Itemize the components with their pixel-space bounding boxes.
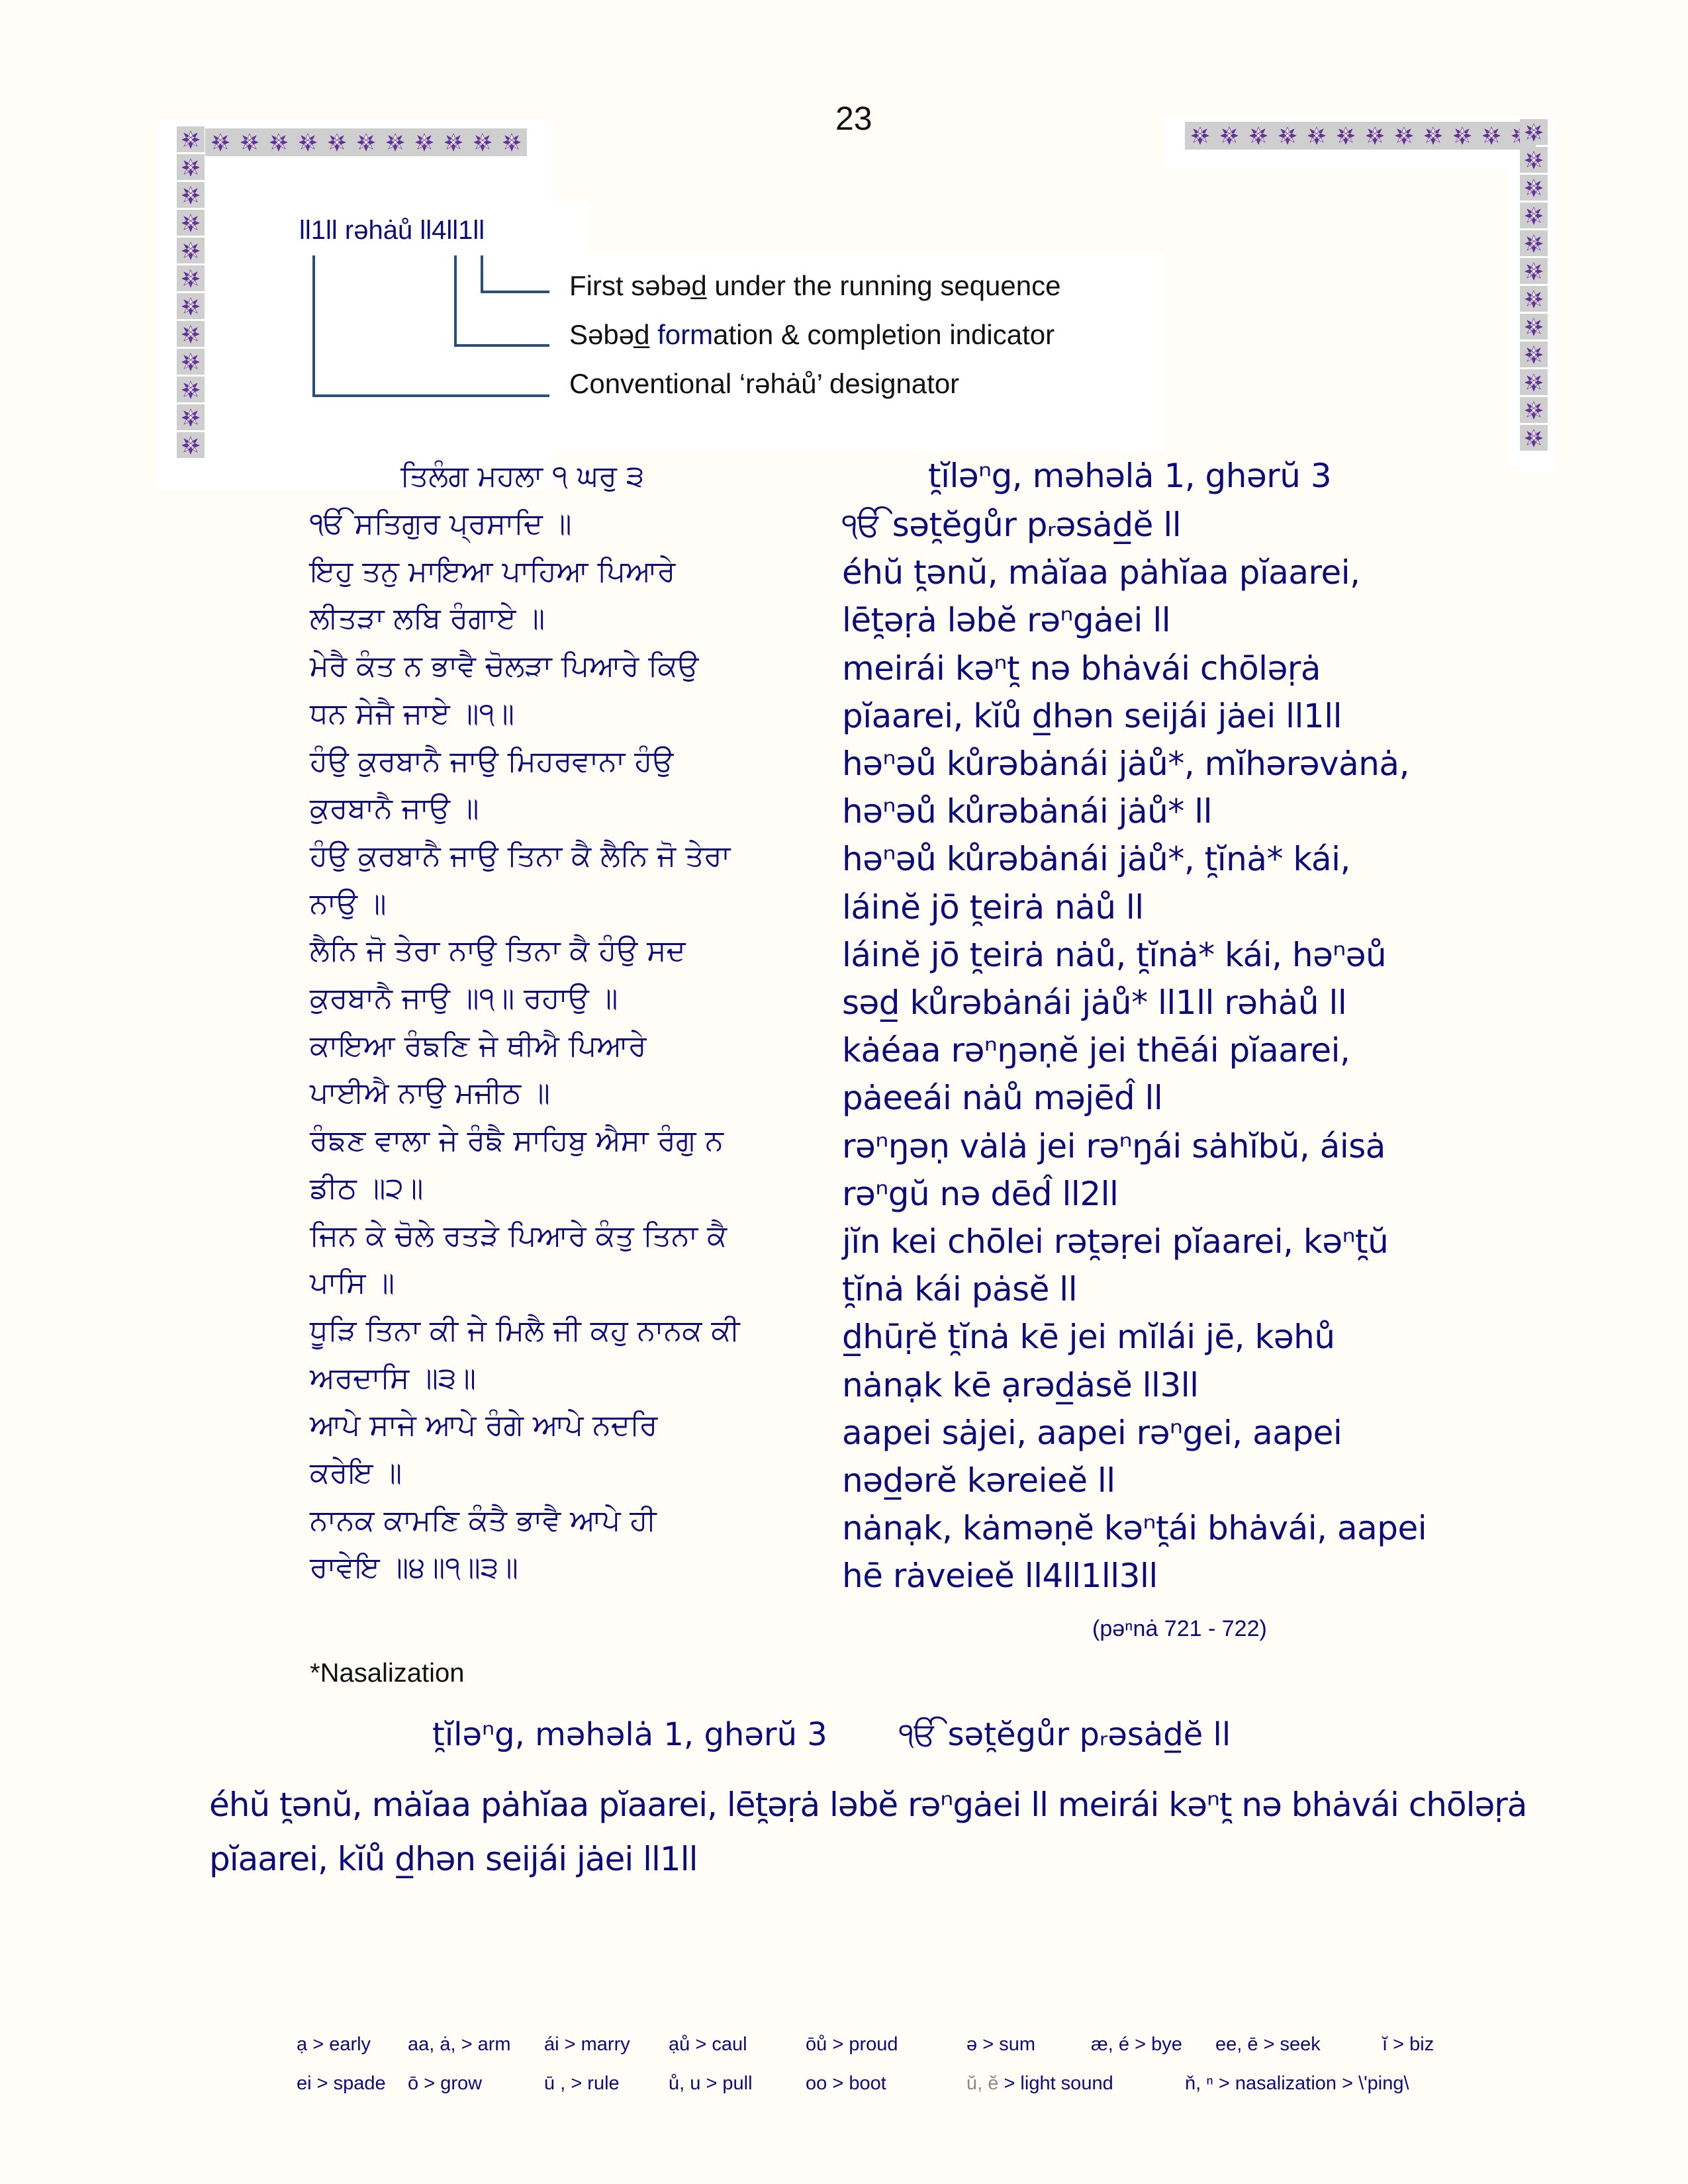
gurmukhi-line: ਰੰਙਣ ਵਾਲਾ ਜੇ ਰੰਙੈ ਸਾਹਿਬੁ ਐਸਾ ਰੰਗੁ ਨ	[310, 1124, 724, 1158]
legend-text-highlight: form	[657, 319, 714, 350]
key-example: > marry	[564, 2034, 630, 2055]
flower-icon	[499, 131, 524, 154]
pronunciation-key-item	[806, 2073, 886, 2095]
key-symbol: ei	[297, 2073, 312, 2094]
gurmukhi-line: ਡੀਠ ॥੨॥	[310, 1171, 424, 1205]
transliteration-title: t̯ĭləⁿg, məhəlȧ 1, ghərŭ 3	[928, 457, 1332, 495]
summary-line-2: pĭaarei, kĭů d̲hən seijái jȧei ll1ll	[209, 1840, 698, 1878]
key-symbol: ū ,	[544, 2073, 566, 2094]
gurmukhi-line: ਪਾਸਿ ॥	[310, 1266, 395, 1300]
flower-icon	[1520, 369, 1548, 395]
flower-icon	[1520, 147, 1548, 173]
flower-icon	[441, 131, 466, 154]
key-example: > grow	[424, 2073, 483, 2094]
key-symbol: oo	[806, 2073, 827, 2094]
flower-icon	[237, 131, 262, 154]
pronunciation-key-item	[669, 2034, 747, 2056]
pronunciation-key-item	[966, 2073, 1113, 2095]
transliteration-line: lēt̯əṛȧ ləbĕ rəⁿgȧei ll	[842, 601, 1171, 640]
legend-first-sabad	[569, 270, 1061, 302]
gurmukhi-line: ਲੈਨਿ ਜੋ ਤੇਰਾ ਨਾਉ ਤਿਨਾ ਕੈ ਹੰਉ ਸਦ	[310, 934, 686, 968]
transliteration-line: jĭn kei chōlei rət̯əṛei pĭaarei, kəⁿt̯ŭ	[842, 1222, 1389, 1261]
flower-icon	[1362, 124, 1387, 147]
key-example: > caul	[695, 2034, 747, 2055]
flower-icon	[1304, 124, 1329, 147]
flower-icon	[177, 210, 205, 236]
transliteration-line: həⁿəů kůrəbȧnái jȧů*, mĭhərəvȧnȧ,	[842, 745, 1409, 783]
pronunciation-key-item	[297, 2034, 371, 2056]
transliteration-line: d̲hūṛĕ t̯ĭnȧ kē jei mĭlái jē, kəhů	[842, 1318, 1335, 1357]
gurmukhi-line: ਹੰਉ ਕੁਰਬਾਨੈ ਜਾਉ ਮਿਹਰਵਾਨਾ ਹੰਉ	[310, 744, 674, 778]
flower-icon	[1275, 124, 1300, 147]
transliteration-line: rəⁿgŭ nə dēd̂ ll2ll	[842, 1174, 1119, 1213]
flower-icon	[177, 321, 205, 347]
pronunciation-key-item	[966, 2034, 1035, 2056]
key-example: > bye	[1135, 2034, 1182, 2055]
transliteration-line: pĭaarei, kĭů d̲hən seijái jȧei ll1ll	[842, 696, 1342, 735]
flower-icon	[353, 131, 379, 154]
transliteration-line: pȧeeái nȧů məjēd̂ ll	[842, 1079, 1163, 1118]
flower-icon	[1188, 124, 1213, 147]
pronunciation-key-item	[1091, 2034, 1182, 2056]
key-symbol: ō	[408, 2073, 419, 2094]
flower-icon	[1520, 175, 1548, 201]
key-example: > biz	[1393, 2034, 1434, 2055]
transliteration-line: kȧéaa rəⁿŋəṇĕ jei thēái pĭaarei,	[842, 1031, 1350, 1070]
flower-icon	[324, 131, 350, 154]
connector-line	[312, 255, 315, 396]
pronunciation-key-item	[669, 2073, 753, 2095]
key-symbol: ee, ē	[1215, 2034, 1258, 2055]
gurmukhi-title: ਤਿਲੰਗ ਮਹਲਾ ੧ ਘਰੁ ੩	[400, 459, 645, 493]
legend-formation-indicator	[569, 319, 1055, 351]
pronunciation-key-item	[544, 2073, 620, 2095]
flower-icon	[1520, 119, 1548, 145]
connector-line	[481, 255, 483, 292]
flower-border-top-right	[1185, 122, 1536, 150]
flower-border-right	[1520, 119, 1548, 451]
transliteration-line: həⁿəů kůrəbȧnái jȧů* ll	[842, 792, 1213, 831]
legend-rahau-designator	[569, 368, 959, 400]
flower-icon	[295, 131, 320, 154]
rahau-reference-label: ll1ll rəhȧů ll4ll1ll	[299, 216, 485, 245]
key-symbol: ōů	[806, 2034, 827, 2055]
gurmukhi-line: ਧਨ ਸੇਜੈ ਜਾਏ ॥੧॥	[310, 696, 514, 731]
flower-border-top-left	[205, 128, 527, 156]
gurmukhi-line: ਅਰਦਾਸਿ ॥੩॥	[310, 1361, 476, 1395]
legend-text: Conventional ‘rəhȧů’ designator	[569, 368, 960, 399]
flower-icon	[177, 238, 205, 263]
summary-title-right: ੴ sət̯ĕgůr pᵣəsȧd̲ĕ ll	[899, 1716, 1231, 1753]
flower-icon	[1520, 203, 1548, 228]
key-symbol: ạů	[669, 2034, 690, 2055]
flower-icon	[1520, 425, 1548, 451]
key-symbol: ạ	[297, 2034, 308, 2055]
transliteration-line: həⁿəů kůrəbȧnái jȧů*, t̯ĭnȧ* kái,	[842, 840, 1350, 879]
connector-line	[481, 291, 549, 293]
legend-text: Səbəd̲	[569, 319, 658, 350]
transliteration-line: láinĕ jō t̯eirȧ nȧů, t̯ĭnȧ* kái, həⁿəů	[842, 935, 1387, 974]
flower-icon	[208, 131, 233, 154]
flower-icon	[1479, 124, 1504, 147]
flower-icon	[1520, 258, 1548, 284]
page-number: 23	[835, 100, 872, 137]
gurmukhi-line: ਰਾਵੇਇ ॥੪॥੧॥੩॥	[310, 1551, 518, 1585]
flower-icon	[1391, 124, 1417, 147]
transliteration-line: səd̲ kůrəbȧnái jȧů* ll1ll rəhȧů ll	[842, 983, 1347, 1022]
flower-icon	[1421, 124, 1446, 147]
legend-text: ation & completion indicator	[713, 319, 1055, 350]
pronunciation-key-item	[408, 2034, 511, 2056]
transliteration-line: ੴ sət̯ĕgůr pᵣəsȧd̲ĕ ll	[842, 506, 1182, 544]
footnote-nasalization: *Nasalization	[310, 1659, 465, 1688]
border-panel-left	[158, 119, 555, 490]
flower-icon	[177, 265, 205, 291]
gurmukhi-line: ੴ ਸਤਿਗੁਰ ਪ੍ਰਸਾਦਿ ॥	[310, 507, 572, 541]
key-example: > boot	[832, 2073, 886, 2094]
pronunciation-key-item	[1185, 2073, 1409, 2095]
key-example: > rule	[571, 2073, 620, 2094]
connector-line	[454, 344, 549, 347]
key-example: > light sound	[1004, 2073, 1113, 2094]
key-example: > early	[312, 2034, 371, 2055]
transliteration-line: éhŭ t̯ənŭ, mȧĭaa pȧhĭaa pĭaarei,	[842, 553, 1360, 592]
flower-icon	[177, 404, 205, 430]
transliteration-line: hē rȧveieĕ ll4ll1ll3ll	[842, 1557, 1158, 1596]
flower-icon	[470, 131, 495, 154]
key-symbol: ů, u	[669, 2073, 701, 2094]
flower-icon	[1217, 124, 1242, 147]
flower-icon	[177, 182, 205, 208]
flower-icon	[412, 131, 437, 154]
transliteration-line: nȧnạk, kȧməṇĕ kəⁿt̯ái bhȧvái, aapei	[842, 1509, 1427, 1548]
flower-icon	[177, 126, 205, 152]
flower-icon	[177, 377, 205, 402]
pronunciation-key-item	[1215, 2034, 1321, 2056]
pronunciation-key-item	[806, 2034, 898, 2056]
gurmukhi-line: ਜਿਨ ਕੇ ਚੋਲੇ ਰਤੜੇ ਪਿਆਰੇ ਕੰਤੁ ਤਿਨਾ ਕੈ	[310, 1218, 727, 1253]
key-symbol: aa, ȧ,	[408, 2034, 456, 2055]
transliteration-line: nȧnạk kē ạrəd̲ȧsĕ ll3ll	[842, 1365, 1199, 1404]
key-symbol: ĭ	[1382, 2034, 1388, 2055]
pronunciation-key-item	[1382, 2034, 1434, 2056]
pronunciation-key-item	[408, 2073, 482, 2095]
flower-icon	[1520, 230, 1548, 256]
flower-icon	[177, 293, 205, 319]
flower-icon	[1520, 286, 1548, 312]
gurmukhi-line: ਨਾਉ ॥	[310, 886, 387, 921]
page-reference: (pəⁿnȧ 721 - 722)	[1092, 1616, 1267, 1641]
gurmukhi-line: ਪਾਈਐ ਨਾਉ ਮਜੀਠ ॥	[310, 1076, 550, 1111]
key-symbol: æ, é	[1091, 2034, 1130, 2055]
gurmukhi-line: ਕਾਇਆ ਰੰਙਣਿ ਜੇ ਥੀਐ ਪਿਆਰੇ	[310, 1028, 647, 1063]
pronunciation-key-item	[297, 2073, 386, 2095]
flower-border-left	[177, 126, 205, 458]
pronunciation-key-item	[544, 2034, 630, 2056]
flower-icon	[1246, 124, 1271, 147]
key-symbol: ŭ, ĕ	[966, 2073, 999, 2094]
gurmukhi-line: ਨਾਨਕ ਕਾਮਣਿ ਕੰਤੈ ਭਾਵੈ ਆਪੇ ਹੀ	[310, 1503, 657, 1537]
transliteration-line: aapei sȧjei, aapei rəⁿgei, aapei	[842, 1413, 1342, 1452]
key-symbol: ň, ⁿ	[1185, 2073, 1213, 2094]
gurmukhi-line: ਧੂੜਿ ਤਿਨਾ ਕੀ ਜੇ ਮਿਲੈ ਜੀ ਕਹੁ ਨਾਨਕ ਕੀ	[310, 1313, 740, 1347]
flower-icon	[383, 131, 408, 154]
flower-icon	[177, 432, 205, 458]
flower-icon	[177, 154, 205, 180]
gurmukhi-line: ਇਹੁ ਤਨੁ ਮਾਇਆ ਪਾਹਿਆ ਪਿਆਰੇ	[310, 554, 676, 588]
key-example: > arm	[461, 2034, 511, 2055]
key-example: > sum	[982, 2034, 1035, 2055]
flower-icon	[1520, 397, 1548, 423]
transliteration-line: t̯ĭnȧ kái pȧsĕ ll	[842, 1270, 1078, 1309]
transliteration-line: rəⁿŋəṇ vȧlȧ jei rəⁿŋái sȧhĭbŭ, áisȧ	[842, 1126, 1385, 1165]
transliteration-line: láinĕ jō t̯eirȧ nȧů ll	[842, 887, 1144, 927]
key-example: > seek	[1263, 2034, 1321, 2055]
key-example: > nasalization > \'ping\	[1218, 2073, 1409, 2094]
gurmukhi-line: ਲੀਤੜਾ ਲਬਿ ਰੰਗਾਏ ॥	[310, 602, 545, 636]
key-symbol: ái	[544, 2034, 559, 2055]
flower-icon	[177, 349, 205, 375]
transliteration-line: nəd̲ərĕ kəreieĕ ll	[842, 1461, 1115, 1500]
summary-title-left: t̯ĭləⁿg, məhəlȧ 1, ghərŭ 3	[432, 1716, 827, 1753]
key-example: > spade	[316, 2073, 386, 2094]
key-example: > proud	[832, 2034, 898, 2055]
connector-line	[312, 394, 549, 397]
flower-icon	[1520, 341, 1548, 367]
flower-icon	[1520, 314, 1548, 340]
key-example: > pull	[706, 2073, 753, 2094]
transliteration-line: meirái kəⁿt̯ nə bhȧvái chōləṛȧ	[842, 649, 1321, 688]
flower-icon	[1333, 124, 1358, 147]
gurmukhi-line: ਕੁਰਬਾਨੈ ਜਾਉ ॥	[310, 792, 479, 826]
gurmukhi-line: ਕਰੇਇ ॥	[310, 1456, 402, 1490]
legend-text: First səbəd̲ under the running sequence	[569, 270, 1061, 301]
gurmukhi-line: ਆਪੇ ਸਾਜੇ ਆਪੇ ਰੰਗੇ ਆਪੇ ਨਦਰਿ	[310, 1408, 658, 1443]
connector-line	[454, 255, 457, 345]
summary-line-1: éhŭ t̯ənŭ, mȧĭaa pȧhĭaa pĭaarei, lēt̯əṛȧ ləbĕ rəⁿgȧei ll meirái kəⁿt̯ nə bhȧvái chōləṛȧ	[209, 1786, 1527, 1824]
gurmukhi-line: ਹੰਉ ਕੁਰਬਾਨੈ ਜਾਉ ਤਿਨਾ ਕੈ ਲੈਨਿ ਜੋ ਤੇਰਾ	[310, 839, 731, 873]
flower-icon	[1450, 124, 1475, 147]
key-symbol: ə	[966, 2034, 978, 2055]
gurmukhi-line: ਮੇਰੈ ਕੰਤ ਨ ਭਾਵੈ ਚੋਲੜਾ ਪਿਆਰੇ ਕਿਉ	[310, 649, 699, 684]
flower-icon	[266, 131, 291, 154]
gurmukhi-line: ਕੁਰਬਾਨੈ ਜਾਉ ॥੧॥ ਰਹਾਉ ॥	[310, 981, 618, 1015]
